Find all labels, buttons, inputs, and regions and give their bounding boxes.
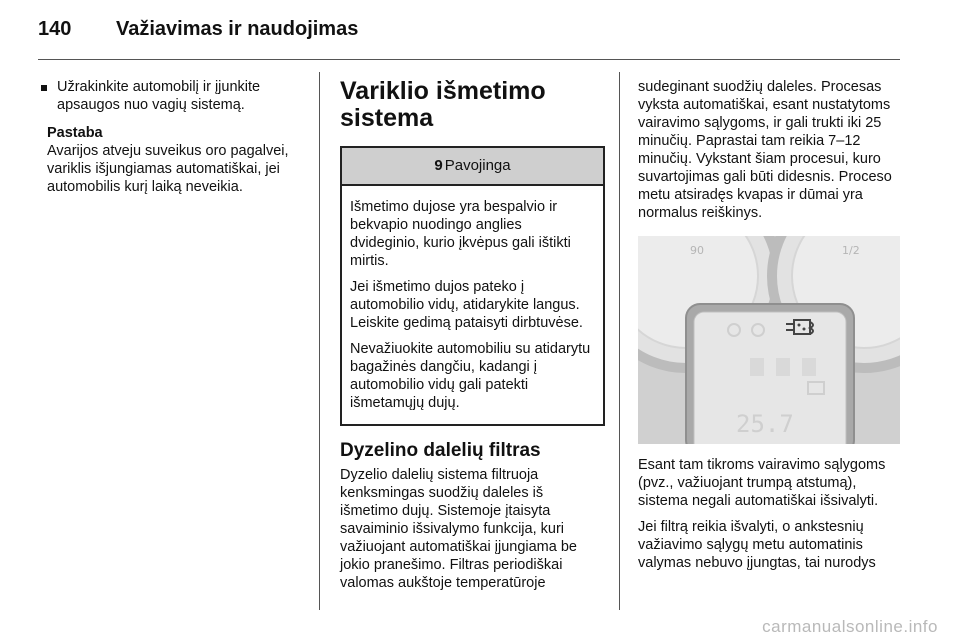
note-text: Avarijos atveju suveikus oro pagalvei, variklis išjungiamas automatiškai, jei automobilis kurį laiką neveikia.	[47, 143, 289, 195]
column-divider-right	[619, 72, 620, 610]
warning-box	[340, 146, 605, 426]
section-heading: Variklio išmetimo sistema	[340, 77, 546, 132]
column-middle	[340, 78, 605, 592]
note-title: Pastaba	[47, 125, 103, 141]
column-right	[638, 78, 904, 572]
right-gauge-label: 1/2	[842, 244, 860, 257]
body-text: Esant tam tikroms vairavimo sąlygoms (pvz., važiuojant trumpą atstumą), sistema negali automatiškai išsivalyti.	[638, 457, 886, 509]
warning-title: Pavojinga	[444, 157, 511, 174]
warning-paragraph: Nevažiuokite automobiliu su atidarytu bagažinės dangčiu, kadangi į automobilio vidų gali patekti išmetamųjų dujų.	[350, 341, 591, 411]
left-gauge-label: 90	[690, 244, 704, 257]
body-text: Jei filtrą reikia išvalyti, o ankstesnių važiavimo sąlygų metu automatinis valymas nebuvo įjungtas, tai nurodys	[638, 519, 876, 571]
page-header	[38, 18, 918, 48]
warning-paragraph: Išmetimo dujose yra bespalvio ir bekvapio nuodingo anglies dvideginio, kurio įkvėpus gali ištikti mirtis.	[350, 199, 571, 269]
body-text: sudeginant suodžių daleles. Procesas vyksta automatiškai, esant nustatytoms vairavimo sąlygoms, ir gali trukti iki 25 minučių. Paprastai tam reikia 7–12 minučių. Vykstant šiam procesui, kuro suvartojimas gali būti didesnis. Proceso metu atsiradęs kvapas ir dūmai yra normalus reiškinys.	[638, 79, 892, 221]
warning-icon: 9	[434, 157, 443, 174]
bullet-item	[37, 78, 305, 114]
column-left	[37, 78, 305, 196]
bullet-square-icon	[41, 85, 47, 91]
page-number: 140	[38, 18, 72, 40]
warning-body	[342, 186, 603, 424]
body-text: Dyzelio dalelių sistema filtruoja kenksmingas suodžių daleles iš išmetimo dujų. Sistemoje įtaisyta savaiminio išsivalymo funkcija, kuri važiuojant automatiškai įjungiama be jokio pranešimo. Filtras periodiškai valomas aukštoje temperatūroje	[340, 467, 577, 591]
subsection-heading: Dyzelino dalelių filtras	[340, 440, 541, 461]
bullet-text: Užrakinkite automobilį ir įjunkite apsaugos nuo vagių sistemą.	[57, 79, 261, 113]
column-divider-left	[319, 72, 320, 610]
warning-paragraph: Jei išmetimo dujos pateko į automobilio vidų, atidarykite langus. Leiskite gedimą pataisyti dirbtuvėse.	[350, 279, 583, 331]
header-rule	[38, 59, 900, 60]
instrument-cluster-figure	[638, 236, 900, 444]
instrument-cluster-illustration	[638, 236, 900, 444]
watermark: carmanualsonline.info	[762, 617, 938, 636]
warning-header	[342, 148, 603, 186]
display-reading: 25.7	[736, 410, 794, 438]
section-title: Važiavimas ir naudojimas	[116, 18, 359, 40]
